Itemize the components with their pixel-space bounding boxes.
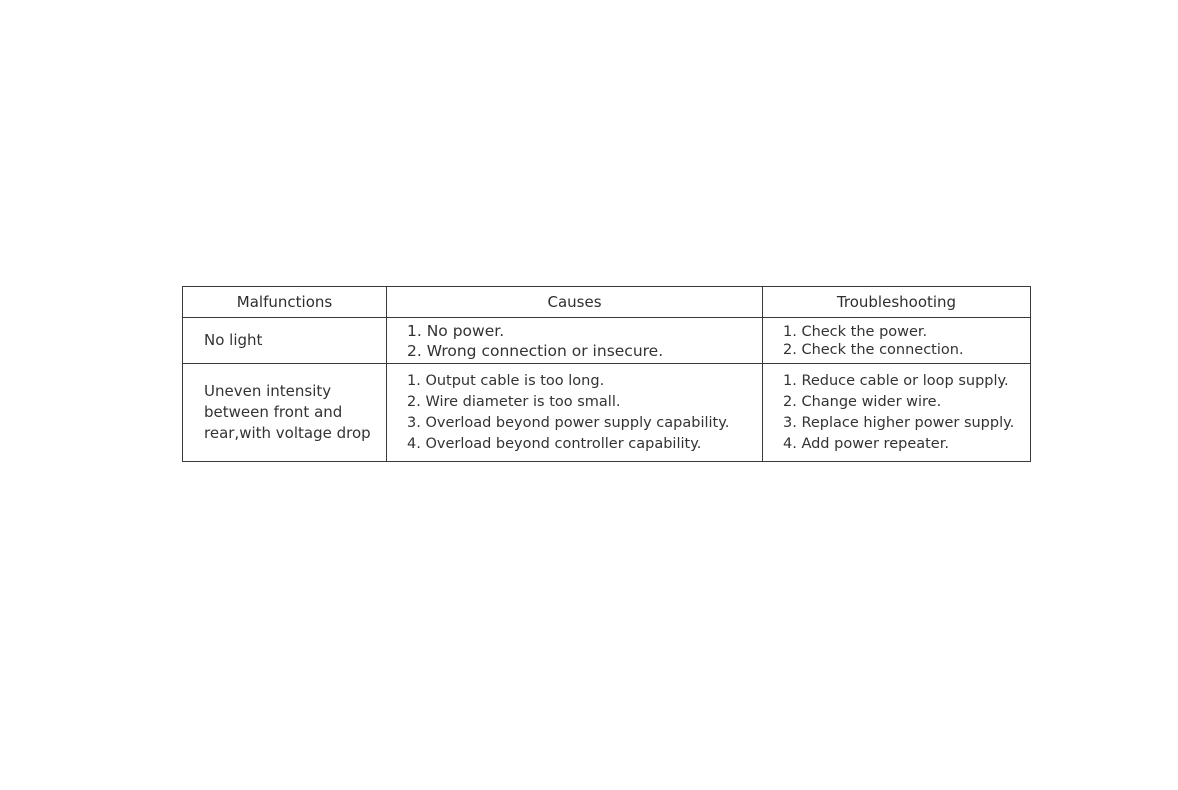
- causes-cell: [387, 318, 763, 364]
- cause-item: 2. Wrong connection or insecure.: [407, 341, 664, 360]
- cause-item: 1. No power.: [407, 321, 505, 340]
- troubleshooting-item: 1. Check the power.: [783, 323, 928, 340]
- troubleshooting-item: 2. Check the connection.: [783, 341, 964, 358]
- cause-item: 4. Overload beyond controller capability.: [407, 435, 702, 452]
- troubleshooting-table: [182, 286, 1031, 462]
- malfunction-cell: [183, 318, 387, 364]
- troubleshooting-item: 2. Change wider wire.: [783, 393, 942, 410]
- table-row: [183, 364, 1031, 462]
- malfunction-text: between front and: [204, 403, 343, 421]
- header-troubleshooting: Troubleshooting: [763, 287, 1031, 318]
- cause-item: 1. Output cable is too long.: [407, 372, 605, 389]
- malfunction-text: No light: [204, 331, 263, 349]
- table-row: [183, 318, 1031, 364]
- header-causes: Causes: [387, 287, 763, 318]
- troubleshooting-cell: [763, 364, 1031, 462]
- cause-item: 3. Overload beyond power supply capability.: [407, 414, 730, 431]
- table-header-row: [183, 287, 1031, 318]
- troubleshooting-item: 3. Replace higher power supply.: [783, 414, 1015, 431]
- troubleshooting-item: 1. Reduce cable or loop supply.: [783, 372, 1009, 389]
- malfunction-text: rear,with voltage drop: [204, 424, 371, 442]
- troubleshooting-item: 4. Add power repeater.: [783, 435, 949, 452]
- header-malfunctions: Malfunctions: [183, 287, 387, 318]
- troubleshooting-cell: [763, 318, 1031, 364]
- malfunction-text: Uneven intensity: [204, 382, 332, 400]
- causes-cell: [387, 364, 763, 462]
- cause-item: 2. Wire diameter is too small.: [407, 393, 621, 410]
- troubleshooting-table-container: [182, 286, 1030, 462]
- malfunction-cell: [183, 364, 387, 462]
